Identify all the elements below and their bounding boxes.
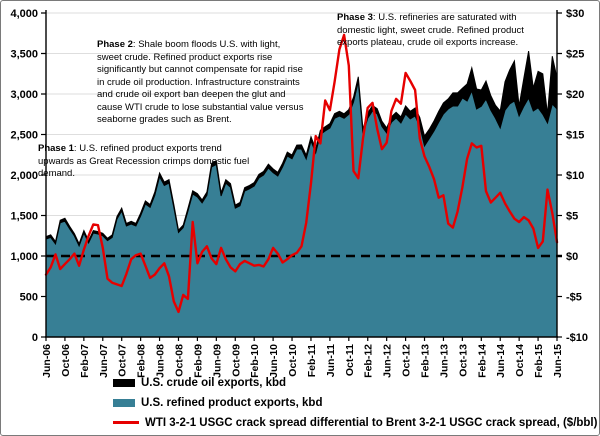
x-axis-label: Jun-15 bbox=[552, 344, 564, 378]
spread-line-swatch-icon bbox=[113, 421, 139, 424]
right-axis-label: $25 bbox=[566, 48, 585, 61]
x-axis-label: Jun-14 bbox=[495, 344, 508, 378]
x-axis-label: Jun-13 bbox=[438, 344, 451, 378]
right-axis-label: -$10 bbox=[566, 332, 589, 344]
annotation-phase2-label: Phase 2 bbox=[97, 39, 133, 50]
legend-item-refined bbox=[113, 395, 597, 410]
legend-label-refined: U.S. refined product exports, kbd bbox=[141, 396, 323, 409]
x-axis-label: Oct-07 bbox=[116, 344, 129, 377]
left-axis-label: 4,000 bbox=[10, 8, 38, 20]
x-axis-label: Feb-12 bbox=[362, 344, 375, 378]
right-axis-label: $15 bbox=[566, 129, 585, 142]
x-axis-label: Feb-10 bbox=[249, 344, 262, 378]
legend-label-spread: WTI 3-2-1 USGC crack spread differential to Brent 3-2-1 USGC crack spread, ($/bbl) bbox=[145, 416, 598, 429]
x-axis-label: Feb-14 bbox=[476, 343, 489, 378]
annotation-phase2 bbox=[97, 39, 307, 127]
crude-area-swatch-icon bbox=[113, 379, 135, 387]
left-axis-label: 500 bbox=[19, 291, 38, 304]
legend-item-spread bbox=[113, 415, 597, 430]
x-axis-label: Jun-10 bbox=[268, 344, 281, 378]
x-axis-label: Jun-06 bbox=[41, 344, 53, 378]
left-axis-label: 0 bbox=[31, 332, 38, 344]
annotation-phase3-text: : U.S. refineries are saturated with domestic light, sweet crude. Refined product exports plateau, crude oil exports increase. bbox=[337, 12, 524, 49]
x-axis-label: Feb-07 bbox=[78, 344, 91, 378]
right-axis-label: $20 bbox=[566, 89, 585, 101]
x-axis-label: Jun-09 bbox=[211, 344, 224, 378]
left-axis-label: 2,000 bbox=[10, 170, 38, 182]
left-axis-label: 3,500 bbox=[10, 48, 38, 61]
x-axis-label: Oct-11 bbox=[343, 344, 356, 377]
x-axis-label: Feb-08 bbox=[135, 344, 148, 378]
x-axis-label: Feb-13 bbox=[419, 344, 432, 378]
x-axis-label: Oct-08 bbox=[173, 344, 186, 377]
right-axis-label: $30 bbox=[566, 8, 585, 20]
x-axis-label: Feb-09 bbox=[192, 344, 205, 378]
x-axis-label: Oct-14 bbox=[514, 344, 527, 377]
right-axis-label: $0 bbox=[566, 251, 579, 263]
x-axis-label: Jun-07 bbox=[97, 344, 110, 378]
annotation-phase2-text: : Shale boom floods U.S. with light, sweet crude. Refined product exports rise significantly but cannot compensate for rapid rise in crude oil production. Infrastructure constraints and crude oil export ban deepen the glut and cause WTI crude to lose substantial value versus seaborne grades such as Brent. bbox=[97, 39, 304, 126]
annotation-phase1 bbox=[38, 143, 258, 181]
x-axis-label: Oct-06 bbox=[59, 344, 72, 377]
annotation-phase1-label: Phase 1 bbox=[38, 143, 74, 154]
x-axis-label: Jun-08 bbox=[154, 344, 167, 378]
x-axis-label: Oct-10 bbox=[287, 344, 300, 377]
annotation-phase3-label: Phase 3 bbox=[337, 12, 373, 23]
legend-label-crude: U.S. crude oil exports, kbd bbox=[141, 376, 287, 389]
x-axis-label: Oct-09 bbox=[230, 344, 243, 377]
refined-area-swatch-icon bbox=[113, 399, 135, 407]
annotation-phase1-text: : U.S. refined product exports trend upwards as Great Recession crimps domestic fuel demand. bbox=[38, 143, 250, 180]
left-axis-label: 1,500 bbox=[10, 210, 38, 223]
left-axis-label: 1,000 bbox=[10, 251, 38, 263]
x-axis-label: Oct-12 bbox=[400, 344, 413, 377]
left-axis-label: 3,000 bbox=[10, 89, 38, 101]
right-axis-label: $10 bbox=[566, 170, 585, 182]
left-axis-label: 2,500 bbox=[10, 129, 38, 142]
right-axis-label: -$5 bbox=[566, 291, 582, 304]
annotation-phase3 bbox=[337, 12, 542, 50]
x-axis-label: Jun-11 bbox=[324, 344, 337, 378]
x-axis-label: Oct-13 bbox=[457, 344, 470, 377]
x-axis-label: Feb-15 bbox=[533, 344, 546, 378]
right-axis-label: $5 bbox=[566, 210, 579, 223]
legend-item-crude bbox=[113, 375, 597, 390]
x-axis-label: Jun-12 bbox=[381, 344, 394, 378]
x-axis-label: Feb-11 bbox=[305, 344, 318, 378]
legend bbox=[113, 375, 597, 430]
